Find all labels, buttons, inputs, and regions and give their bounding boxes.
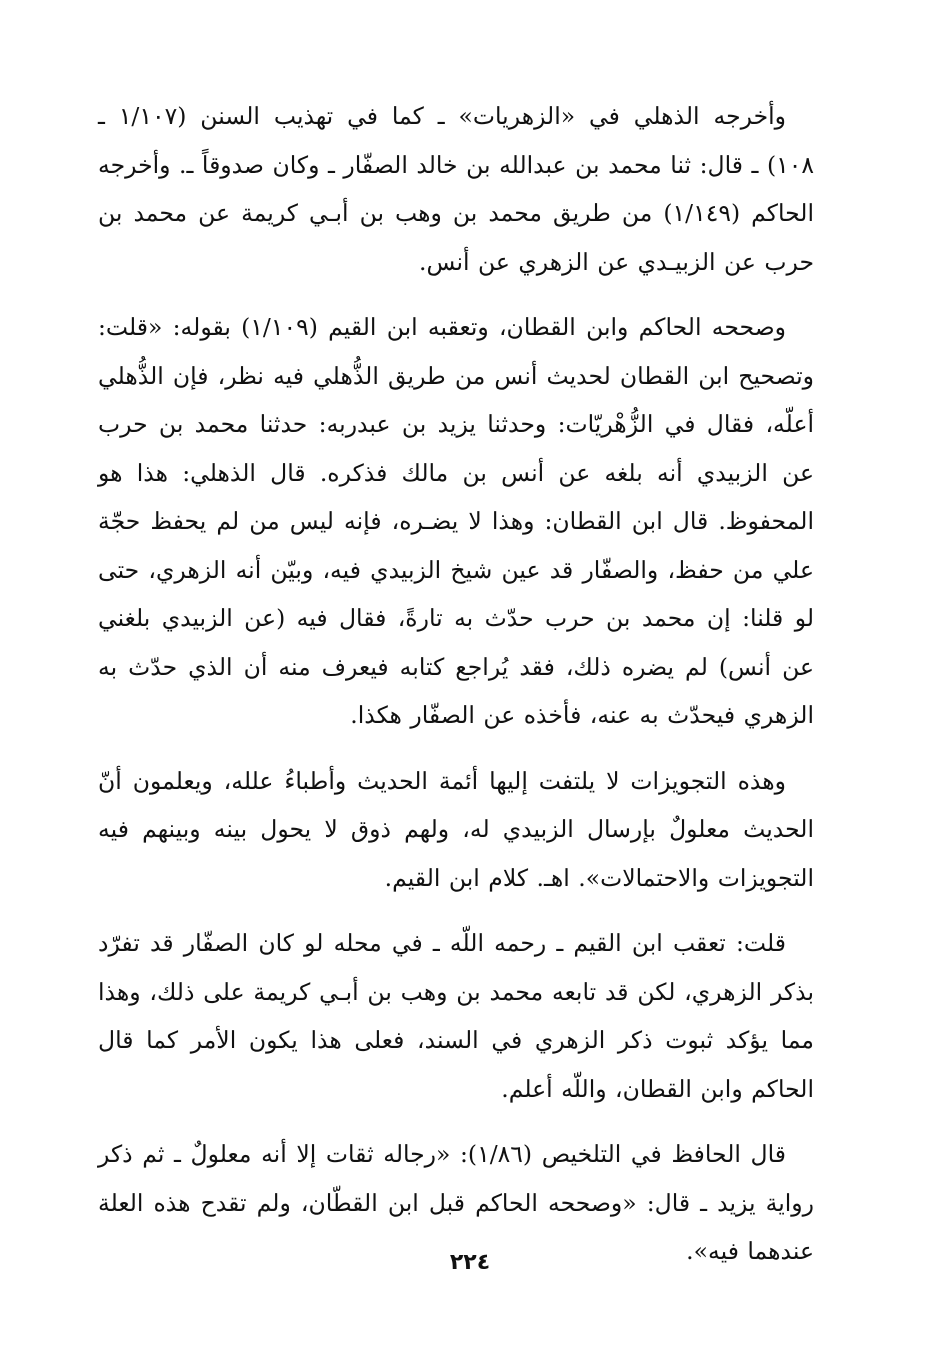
paragraph-4: قلت: تعقب ابن القيم ـ رحمه اللّه ـ في محله لو كان الصفّار قد تفرّد بذكر الزهري، لكن قد تابعه محمد بن وهب بن أبـي كريمة على ذلك، وهذا مما يؤكد ثبوت ذكر الزهري في السند، فعلى هذا يكون الأمر كما قال الحاكم وابن القطان، واللّه أعلم. xyxy=(98,929,814,1103)
paragraph-3: وهذه التجويزات لا يلتفت إليها أئمة الحديث وأطباءُ علله، ويعلمون أنّ الحديث معلولٌ بإرسال الزبيدي له، ولهم ذوق لا يحول بينه وبينهم فيه التجويزات والاحتمالات». اهـ. كلام ابن القيم. xyxy=(98,766,814,892)
paragraph-5: قال الحافظ في التلخيص (١/٨٦): «رجاله ثقات إلا أنه معلولٌ ـ ثم ذكر رواية يزيد ـ قال: «وصححه الحاكم قبل ابن القطّان، ولم تقدح هذه العلة عندهما فيه». xyxy=(98,1140,814,1265)
page-number: ٢٢٤ xyxy=(449,1250,491,1275)
paragraph-1: وأخرجه الذهلي في «الزهريات» ـ كما في تهذيب السنن (١/١٠٧ ـ ١٠٨) ـ قال: ثنا محمد بن عبدالله بن خالد الصفّار ـ وكان صدوقاً ـ. وأخرجه الحاكم (١/١٤٩) من طريق محمد بن وهب بن أبـي كريمة عن محمد بن حرب عن الزبيـدي عن الزهري عن أنس. xyxy=(98,102,814,276)
page-body xyxy=(98,92,814,1272)
paragraph-2: وصححه الحاكم وابن القطان، وتعقبه ابن القيم (١/١٠٩) بقوله: «قلت: وتصحيح ابن القطان لحديث أنس من طريق الذُّهلي فيه نظر، فإن الذُّهلي أعلّه، فقال في الزُّهْريّات: وحدثنا يزيد بن عبدربه: حدثنا محمد بن حرب عن الزبيدي أنه بلغه عن أنس بن مالك فذكره. قال الذهلي: هذا هو المحفوظ. قال ابن القطان: وهذا لا يضـره، فإنه ليس من لم يحفظ حجّة علي من حفظ، والصفّار قد عين شيخ الزبيدي فيه، وبيّن أنه الزهري، حتى لو قلنا: إن محمد بن حرب حدّث به تارةً، فقال فيه (عن الزبيدي بلغني عن أنس) لم يضره ذلك، فقد يُراجع كتابه فيعرف منه أن الذي حدّث به الزهري فيحدّث به عنه، فأخذه عن الصفّار هكذا. xyxy=(98,313,814,729)
